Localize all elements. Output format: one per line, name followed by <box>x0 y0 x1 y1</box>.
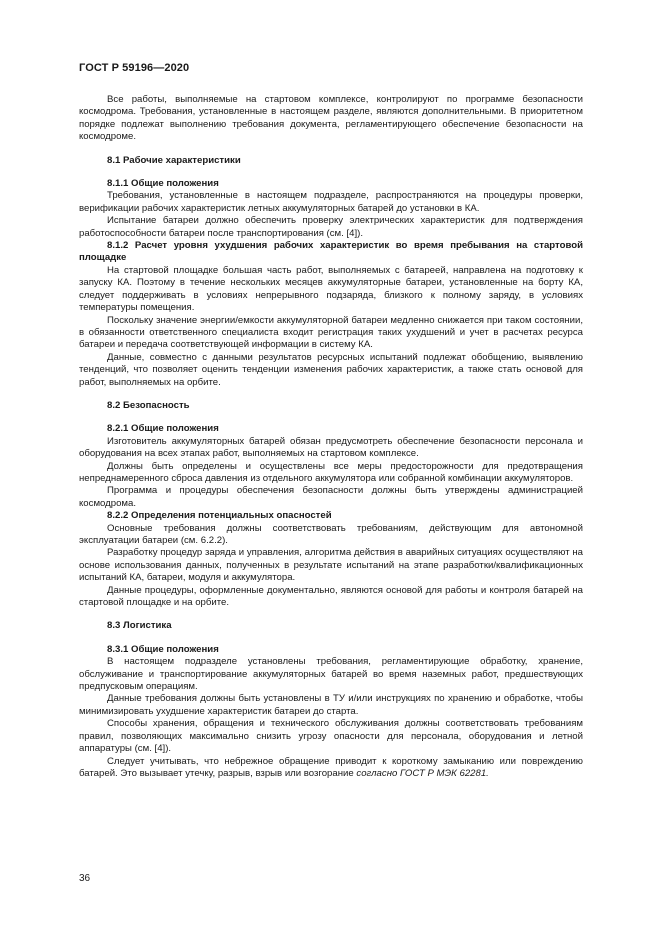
intro-paragraph: Все работы, выполняемые на стартовом комплексе, контролируют по программе безопасности космодрома. Требования, установленные в настоящем разделе, являются дополнительными. В приоритетном порядке подлежат выполнению требования документа, регламентирующего обеспечение безопасности на космодроме. <box>79 94 583 143</box>
standard-reference: согласно ГОСТ Р МЭК 62281. <box>356 767 489 779</box>
paragraph: Способы хранения, обращения и технического обслуживания должны соответствовать требованиям правил, позволяющих максимально снизить угрозу опасности для персонала, оборудования и летной аппаратуры (см. [4]). <box>79 718 583 755</box>
section-8-1-2-title: 8.1.2 Расчет уровня ухудшения рабочих характеристик во время пребывания на стартовой площадке <box>79 240 583 264</box>
section-8-2-title: 8.2 Безопасность <box>107 399 190 411</box>
section-8-1-title: 8.1 Рабочие характеристики <box>107 154 241 166</box>
paragraph: Поскольку значение энергии/емкости аккумуляторной батареи медленно снижается при таком состоянии, в обязанности ответственного специалиста входит регистрация таких ухудшений и учет в расчетах ресурса батареи и передача соответствующей информации в систему КА. <box>79 314 583 351</box>
page-body <box>79 94 583 780</box>
paragraph: Изготовитель аккумуляторных батарей обязан предусмотреть обеспечение безопасности персонала и оборудования на всех этапах работ, выполняемых на стартовом комплексе. <box>79 435 583 460</box>
section-8-3-title: 8.3 Логистика <box>107 620 172 632</box>
section-8-3-1-title: 8.3.1 Общие положения <box>107 643 219 655</box>
paragraph-text: Следует учитывать, что небрежное обращение приводит к короткому замыканию или повреждению батарей. Это вызывает утечку, разрыв, взрыв или возгорание <box>79 755 583 779</box>
paragraph: Программа и процедуры обеспечения безопасности должны быть утверждены администрацией космодрома. <box>79 485 583 509</box>
paragraph: Требования, установленные в настоящем подразделе, распространяются на процедуры проверки, верификации рабочих характеристик летных аккумуляторных батарей до установки в КА. <box>79 190 583 214</box>
section-8-2-1-title: 8.2.1 Общие положения <box>107 423 219 435</box>
paragraph: Основные требования должны соответствовать требованиям, действующим для автономной эксплуатации батареи (см. 6.2.2). <box>79 522 583 546</box>
paragraph: Испытание батареи должно обеспечить проверку электрических характеристик для подтверждения работоспособности батареи после транспортирования (см. [4]). <box>79 215 583 239</box>
paragraph: Данные процедуры, оформленные документально, являются основой для работы и контроля батарей на стартовой площадке и на орбите. <box>79 584 583 609</box>
section-8-1-1-title: 8.1.1 Общие положения <box>107 178 219 190</box>
paragraph: Данные, совместно с данными результатов ресурсных испытаний подлежат обобщению, выявлению тенденций, что позволяет оценить тенденции изменения рабочих характеристик, а также стать основой для работ, выполняемых на орбите. <box>79 351 583 388</box>
document-header: ГОСТ Р 59196—2020 <box>79 62 190 74</box>
paragraph <box>79 756 583 781</box>
paragraph: В настоящем подразделе установлены требования, регламентирующие обработку, хранение, обслуживание и транспортирование аккумуляторных батарей во время наземных работ, предшествующих предпусковым операциям. <box>79 656 583 693</box>
paragraph: Должны быть определены и осуществлены все меры предосторожности для предотвращения непреднамеренного сброса давления из отдельного аккумулятора или собранной комбинации аккумуляторов. <box>79 460 583 484</box>
paragraph: Данные требования должны быть установлены в ТУ и/или инструкциях по хранению и обработке, чтобы минимизировать ухудшение характеристик батареи до старта. <box>79 693 583 717</box>
paragraph: На стартовой площадке большая часть работ, выполняемых с батареей, направлена на подготовку к запуску КА. Поэтому в течение нескольких месяцев аккумуляторные батареи, установленные на борту КА, следует поддерживать в условиях непрерывного подзаряда, близкого к полному заряду, в условиях температуры помещения. <box>79 264 583 314</box>
page-number: 36 <box>79 873 91 884</box>
section-8-2-2-title: 8.2.2 Определения потенциальных опасностей <box>107 510 332 522</box>
paragraph: Разработку процедур заряда и управления, алгоритма действия в аварийных ситуациях осуществляют на основе использования данных, полученных в результате испытаний на этапе разработки/квалификационных испытаний КА, батареи, модуля и аккумулятора. <box>79 547 583 584</box>
